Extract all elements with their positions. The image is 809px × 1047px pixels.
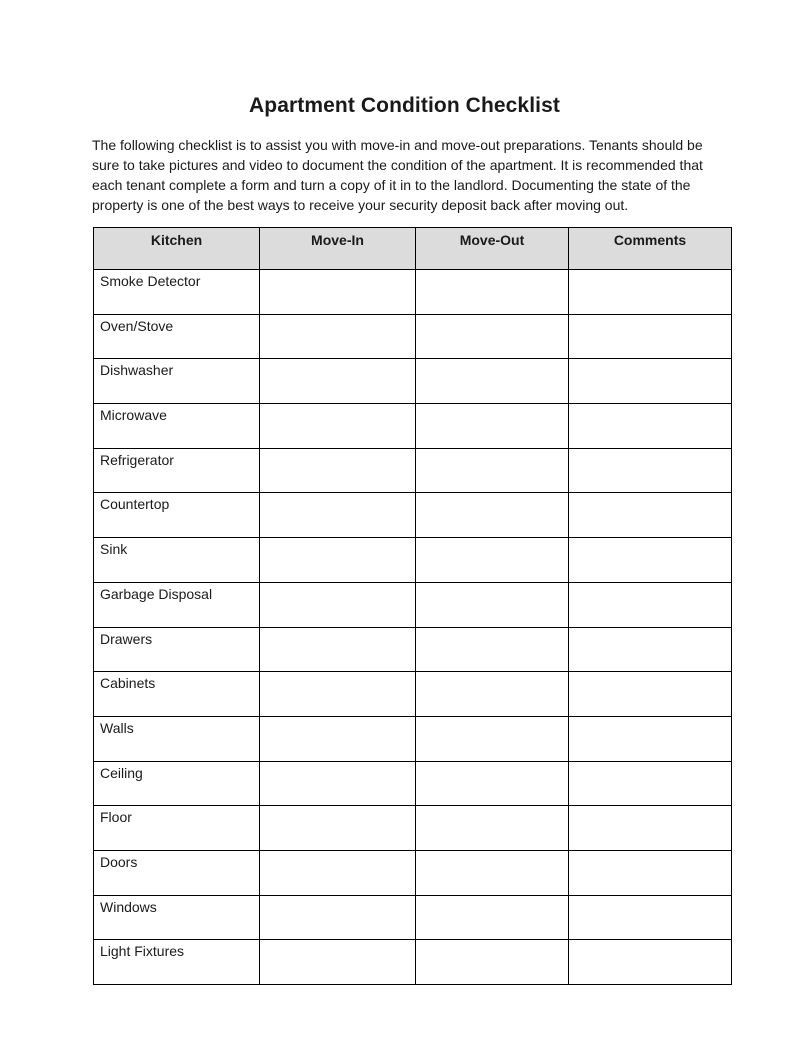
table-row — [94, 627, 732, 672]
cell-move-out[interactable] — [416, 761, 569, 806]
cell-move-in[interactable] — [260, 493, 416, 538]
table-body — [94, 270, 732, 985]
row-item-label: Refrigerator — [94, 448, 260, 493]
cell-move-out[interactable] — [416, 448, 569, 493]
cell-move-out[interactable] — [416, 716, 569, 761]
table-row — [94, 404, 732, 449]
row-item-label: Floor — [94, 806, 260, 851]
cell-move-in[interactable] — [260, 806, 416, 851]
cell-move-in[interactable] — [260, 850, 416, 895]
row-item-label: Sink — [94, 538, 260, 583]
row-item-label: Smoke Detector — [94, 270, 260, 315]
row-item-label: Cabinets — [94, 672, 260, 717]
cell-comments[interactable] — [569, 806, 732, 851]
table-row — [94, 850, 732, 895]
cell-move-in[interactable] — [260, 716, 416, 761]
cell-move-out[interactable] — [416, 582, 569, 627]
cell-comments[interactable] — [569, 716, 732, 761]
cell-comments[interactable] — [569, 448, 732, 493]
cell-move-out[interactable] — [416, 806, 569, 851]
cell-comments[interactable] — [569, 672, 732, 717]
row-item-label: Microwave — [94, 404, 260, 449]
cell-move-in[interactable] — [260, 538, 416, 583]
table-header-row — [94, 228, 732, 270]
cell-move-out[interactable] — [416, 627, 569, 672]
column-header-move-in: Move-In — [260, 228, 416, 270]
cell-comments[interactable] — [569, 359, 732, 404]
cell-comments[interactable] — [569, 314, 732, 359]
cell-move-in[interactable] — [260, 940, 416, 985]
table-row — [94, 582, 732, 627]
cell-move-in[interactable] — [260, 314, 416, 359]
cell-move-out[interactable] — [416, 493, 569, 538]
table-row — [94, 806, 732, 851]
cell-move-in[interactable] — [260, 895, 416, 940]
table-row — [94, 359, 732, 404]
cell-move-out[interactable] — [416, 404, 569, 449]
cell-comments[interactable] — [569, 940, 732, 985]
column-header-comments: Comments — [569, 228, 732, 270]
column-header-move-out: Move-Out — [416, 228, 569, 270]
row-item-label: Dishwasher — [94, 359, 260, 404]
table-row — [94, 672, 732, 717]
cell-move-out[interactable] — [416, 538, 569, 583]
table-row — [94, 895, 732, 940]
cell-move-in[interactable] — [260, 270, 416, 315]
cell-move-out[interactable] — [416, 895, 569, 940]
table-row — [94, 716, 732, 761]
table-row — [94, 493, 732, 538]
table-row — [94, 761, 732, 806]
cell-move-in[interactable] — [260, 582, 416, 627]
cell-comments[interactable] — [569, 895, 732, 940]
cell-move-in[interactable] — [260, 359, 416, 404]
row-item-label: Countertop — [94, 493, 260, 538]
row-item-label: Light Fixtures — [94, 940, 260, 985]
cell-move-in[interactable] — [260, 448, 416, 493]
row-item-label: Doors — [94, 850, 260, 895]
row-item-label: Garbage Disposal — [94, 582, 260, 627]
row-item-label: Walls — [94, 716, 260, 761]
cell-move-out[interactable] — [416, 672, 569, 717]
row-item-label: Ceiling — [94, 761, 260, 806]
cell-comments[interactable] — [569, 270, 732, 315]
intro-paragraph: The following checklist is to assist you with move-in and move-out preparations. Tenants should be sure to take pictures and video to document the condition of the apartment. It is recommended that each tenant complete a form and turn a copy of it in to the landlord. Documenting the state of the property is one of the best ways to receive your security deposit back after moving out. — [92, 137, 703, 213]
table-row — [94, 940, 732, 985]
cell-move-out[interactable] — [416, 314, 569, 359]
condition-checklist-table — [93, 227, 732, 985]
cell-comments[interactable] — [569, 538, 732, 583]
cell-comments[interactable] — [569, 761, 732, 806]
row-item-label: Oven/Stove — [94, 314, 260, 359]
table-row — [94, 314, 732, 359]
cell-comments[interactable] — [569, 850, 732, 895]
cell-move-out[interactable] — [416, 940, 569, 985]
cell-move-out[interactable] — [416, 270, 569, 315]
cell-move-in[interactable] — [260, 404, 416, 449]
cell-move-in[interactable] — [260, 672, 416, 717]
cell-comments[interactable] — [569, 582, 732, 627]
column-header-kitchen: Kitchen — [94, 228, 260, 270]
page-title: Apartment Condition Checklist — [249, 94, 560, 117]
cell-move-out[interactable] — [416, 850, 569, 895]
row-item-label: Drawers — [94, 627, 260, 672]
cell-move-in[interactable] — [260, 761, 416, 806]
cell-comments[interactable] — [569, 493, 732, 538]
table-row — [94, 538, 732, 583]
cell-comments[interactable] — [569, 627, 732, 672]
table-row — [94, 448, 732, 493]
row-item-label: Windows — [94, 895, 260, 940]
table-row — [94, 270, 732, 315]
cell-comments[interactable] — [569, 404, 732, 449]
cell-move-out[interactable] — [416, 359, 569, 404]
cell-move-in[interactable] — [260, 627, 416, 672]
